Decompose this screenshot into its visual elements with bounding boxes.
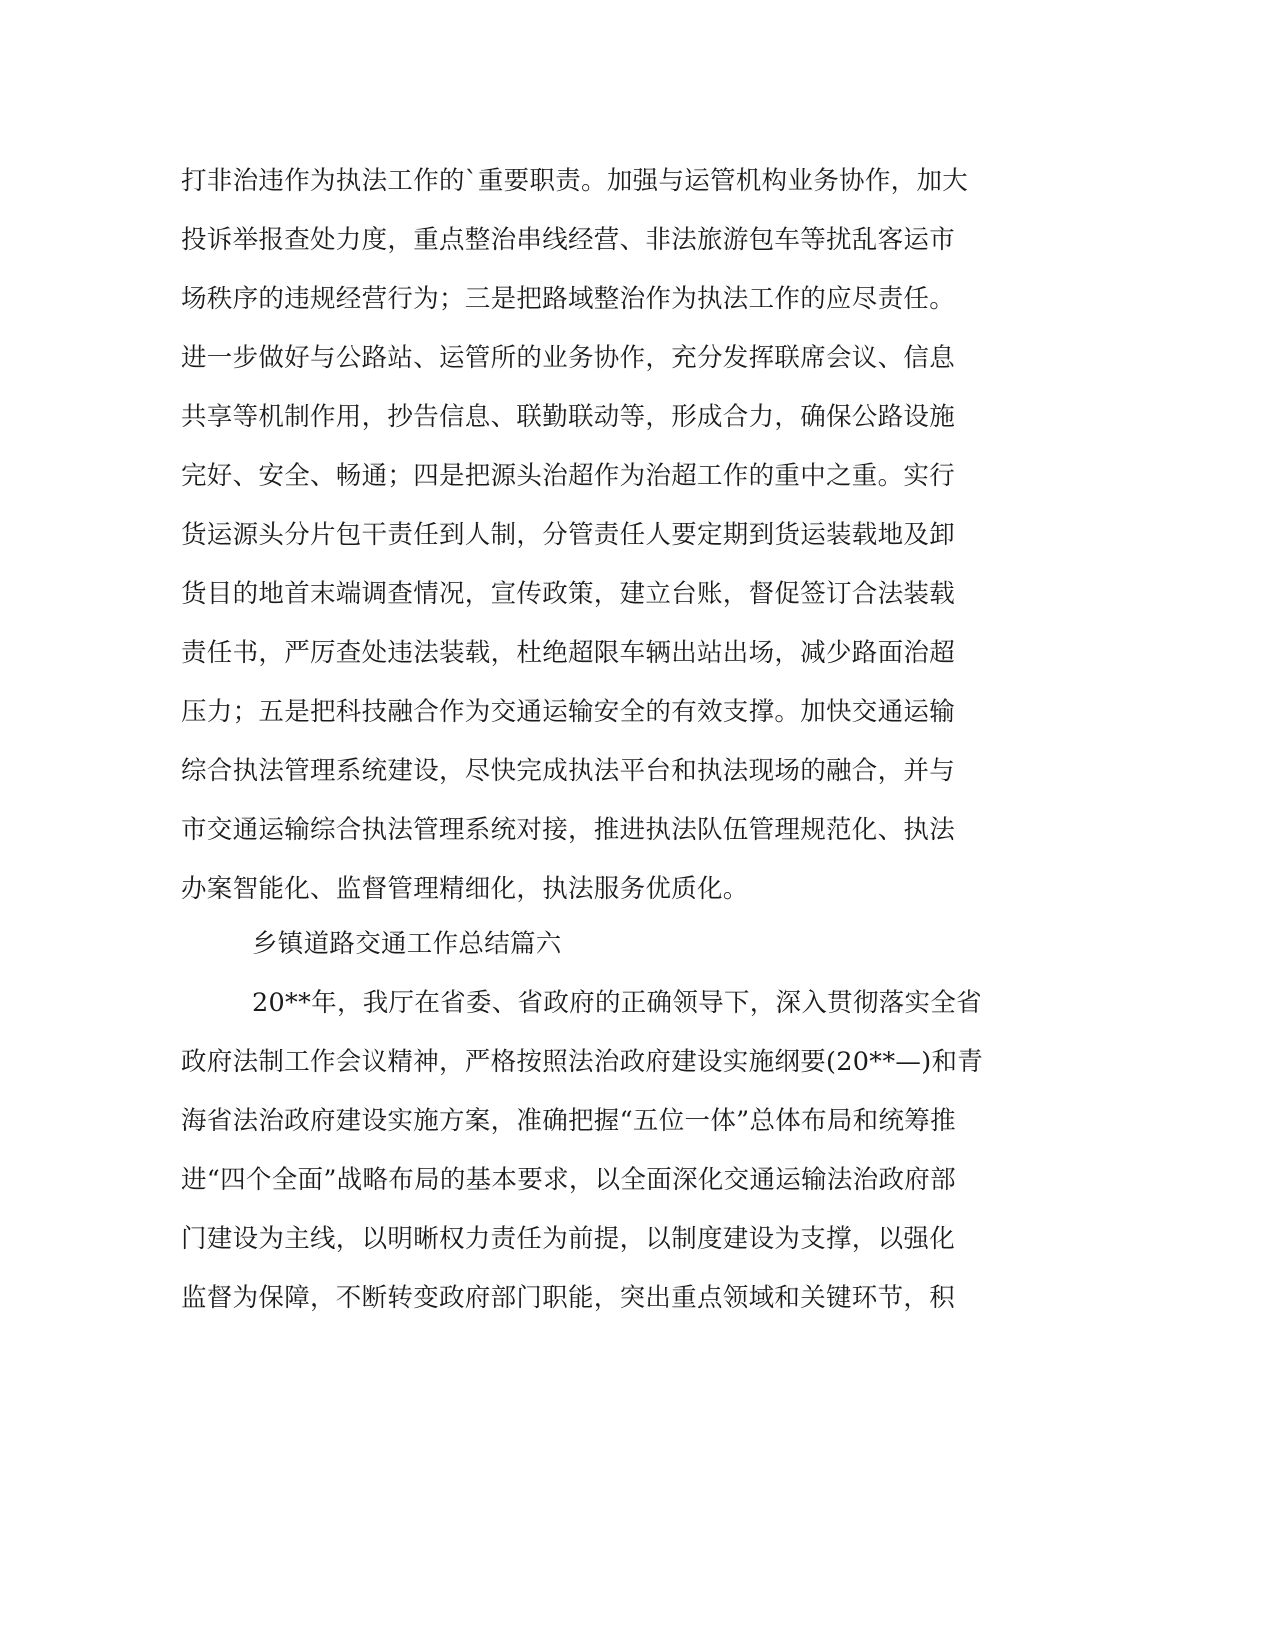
paragraph-line: 市交通运输综合执法管理系统对接，推进执法队伍管理规范化、执法 <box>181 815 956 845</box>
paragraph-line: 打非治违作为执法工作的`重要职责。加强与运管机构业务协作，加大 <box>181 166 969 196</box>
paragraph-line: 进一步做好与公路站、运管所的业务协作，充分发挥联席会议、信息 <box>181 343 956 373</box>
paragraph-line: 压力；五是把科技融合作为交通运输安全的有效支撑。加快交通运输 <box>181 697 956 727</box>
paragraph-line: 场秩序的违规经营行为；三是把路域整治作为执法工作的应尽责任。 <box>181 284 956 314</box>
paragraph-line: 投诉举报查处力度，重点整治串线经营、非法旅游包车等扰乱客运市 <box>181 225 956 255</box>
paragraph-line: 进“四个全面”战略布局的基本要求，以全面深化交通运输法治政府部 <box>181 1165 956 1195</box>
paragraph-line: 完好、安全、畅通；四是把源头治超作为治超工作的重中之重。实行 <box>181 461 956 491</box>
paragraph-line: 共享等机制作用，抄告信息、联勤联动等，形成合力，确保公路设施 <box>181 402 956 432</box>
paragraph-line: 监督为保障，不断转变政府部门职能，突出重点领域和关键环节，积 <box>181 1283 956 1313</box>
paragraph-line: 责任书，严厉查处违法装载，杜绝超限车辆出站出场，减少路面治超 <box>181 638 956 668</box>
paragraph-line: 综合执法管理系统建设，尽快完成执法平台和执法现场的融合，并与 <box>181 756 956 786</box>
paragraph-line: 门建设为主线，以明晰权力责任为前提，以制度建设为支撑，以强化 <box>181 1224 956 1254</box>
section-heading: 乡镇道路交通工作总结篇六 <box>252 929 562 959</box>
paragraph-line: 办案智能化、监督管理精细化，执法服务优质化。 <box>181 874 749 904</box>
paragraph-line: 货目的地首末端调查情况，宣传政策，建立台账，督促签订合法装载 <box>181 579 956 609</box>
paragraph-line: 货运源头分片包干责任到人制，分管责任人要定期到货运装载地及卸 <box>181 520 956 550</box>
paragraph-line: 海省法治政府建设实施方案，准确把握“五位一体”总体布局和统筹推 <box>181 1106 956 1136</box>
paragraph-line: 20**年，我厅在省委、省政府的正确领导下，深入贯彻落实全省 <box>252 988 982 1018</box>
paragraph-line: 政府法制工作会议精神，严格按照法治政府建设实施纲要(20**—)和青 <box>181 1047 984 1077</box>
